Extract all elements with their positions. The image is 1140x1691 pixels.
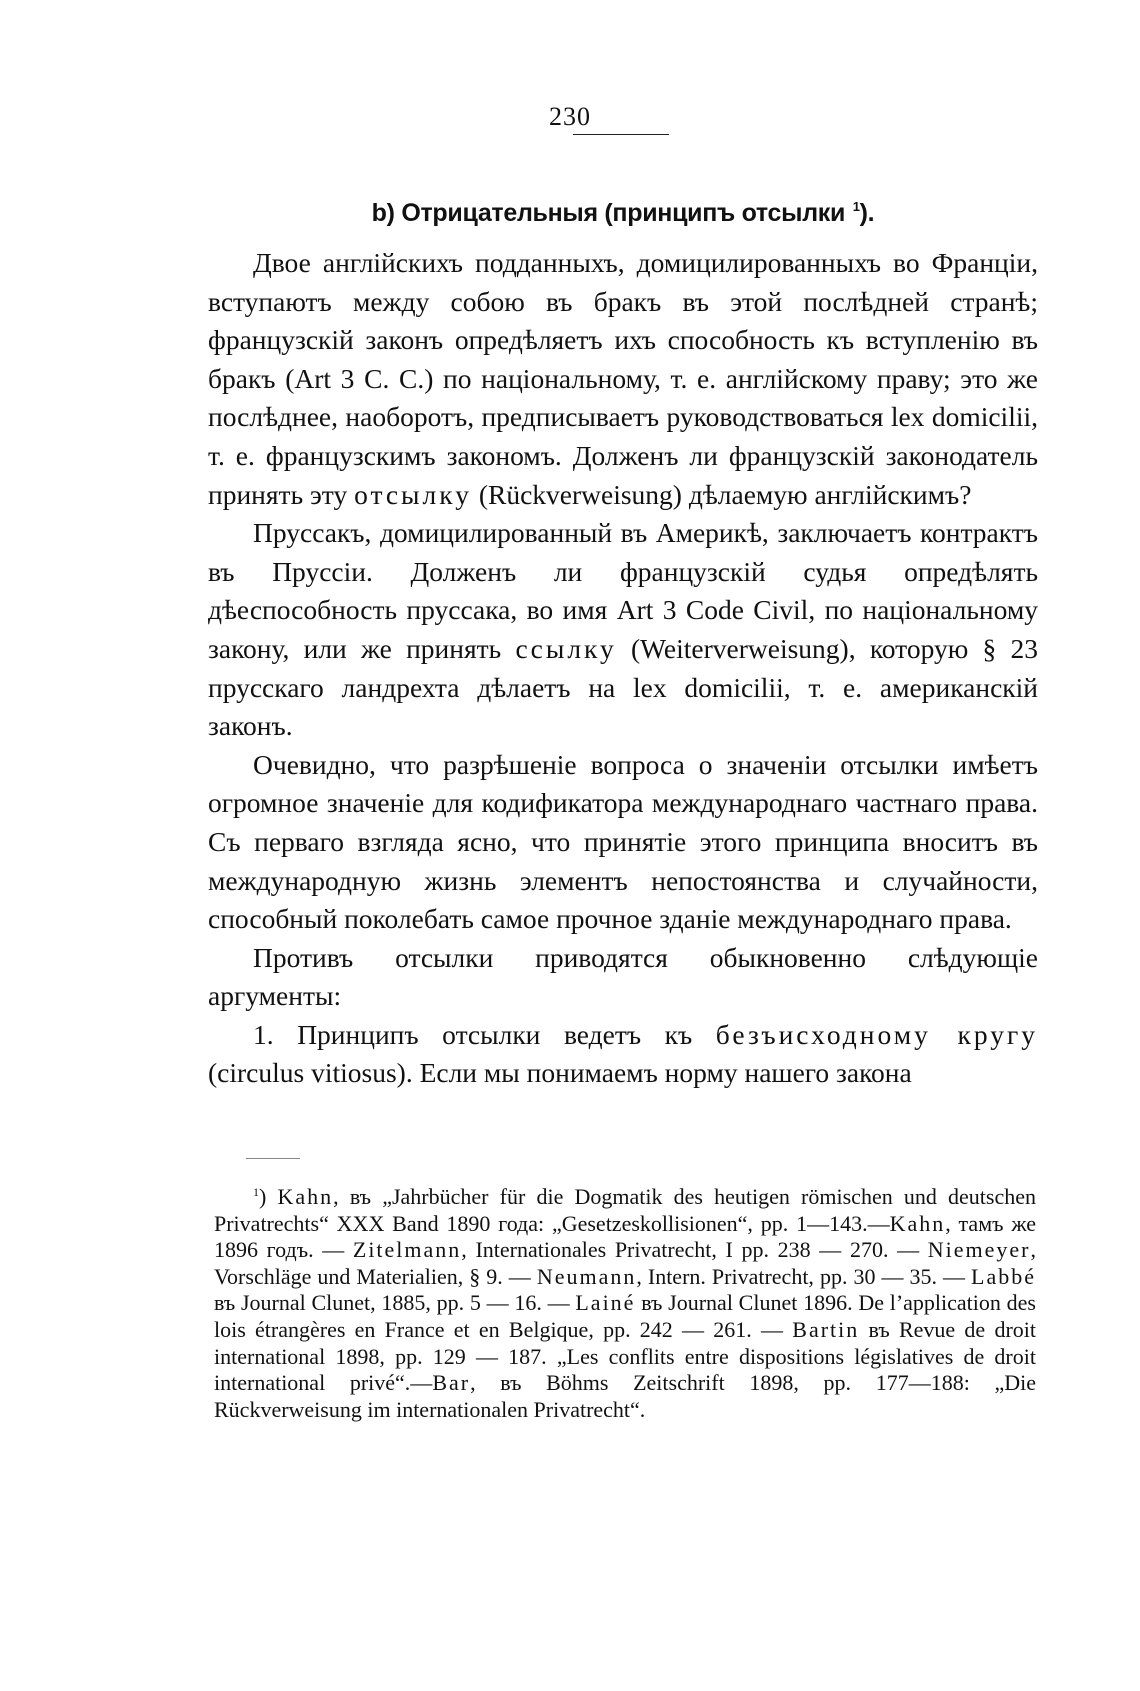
footnote-author-name: Kahn xyxy=(277,1184,334,1209)
paragraph-5 xyxy=(208,1016,1038,1093)
paragraph-2-text: Пруссакъ, домицилированный въ Америкѣ, заключаетъ контрактъ въ Пруссіи. Долженъ ли французскій судья опредѣлять дѣеспособность пруссака, во имя Art 3 Code Civil, по національному закону, или же принять xyxy=(208,517,1038,664)
footnote-text: , въ Böhms Zeitschrift 1898, pp. 177—188: „Die Rückverweisung im internationalen Privatrecht“. xyxy=(214,1370,1036,1422)
footnote-text: въ Revue de droit international 1898, pp. 129 — 187. „Les conflits entre dispositions législatives de droit international privé“.— xyxy=(214,1316,1036,1396)
page-number-underline xyxy=(573,134,669,135)
paragraph-5-text: 1. Принципъ отсылки ведетъ къ xyxy=(253,1018,716,1050)
footnote-author-name: Bartin xyxy=(792,1316,860,1342)
paragraph-2-emphasis: ссылку xyxy=(515,632,617,664)
body-text xyxy=(208,244,1038,1093)
footnote-text: , Intern. Privatrecht, pp. 30 — 35. — xyxy=(636,1263,972,1289)
footnote-author-name: Labbé xyxy=(971,1263,1036,1289)
paragraph-5-emphasis: безъисходному кругу xyxy=(715,1018,1038,1050)
paragraph-1-text: Двое англійскихъ подданныхъ, домицилированныхъ во Франціи, вступаютъ между собою въ бракъ въ этой послѣдней странѣ; французскій законъ опредѣляетъ ихъ способность къ вступленію въ бракъ (Art 3 C. C.) по національному, т. е. англійскому праву; это же послѣднее, наоборотъ, предписываетъ руководствоваться lex domicilii, т. е. французскимъ закономъ. Долженъ ли французскій законодатель принять эту xyxy=(208,247,1038,510)
paragraph-4 xyxy=(208,939,1038,1016)
section-heading-close: ). xyxy=(859,199,875,227)
page-number: 230 xyxy=(549,102,591,131)
paragraph-1-tail: (Rückverweisung) дѣлаемую англійскимъ? xyxy=(471,478,972,510)
footnote-author-name: Neumann xyxy=(536,1263,637,1289)
footnote-text: въ Journal Clunet 1896. De l’application des lois étrangères en France et en Belgique, pp. 242 — 261. — xyxy=(214,1290,1036,1342)
footnote-text: , тамъ же 1896 годъ. — xyxy=(214,1210,1036,1263)
paragraph-2 xyxy=(208,514,1038,746)
footnotes xyxy=(214,1179,1036,1423)
paragraph-2-tail: (Weiterverweisung), которую § 23 прусскаго ландрехта дѣлаетъ на lex domicilii, т. е. американскій законъ. xyxy=(208,632,1038,742)
footnote-separator xyxy=(246,1158,300,1159)
paragraph-1 xyxy=(208,244,1038,514)
footnote-text: , Internationales Privatrecht, I pp. 238 — 270. — xyxy=(461,1237,928,1263)
footnote-author-name: Lainé xyxy=(575,1290,636,1316)
footnote-text: , въ „Jahrbücher für die Dogmatik des heutigen römischen und deutschen Privatrechts“ XXX Band 1890 года: „Gesetzeskollisionen“, pp. 1—143.— xyxy=(214,1184,1037,1236)
footnote-text: ) xyxy=(259,1184,278,1209)
footnote-text: въ Journal Clunet, 1885, pp. 5 — 16. — xyxy=(214,1290,576,1316)
section-heading-text: b) Отрицательныя (принципъ отсылки xyxy=(371,199,852,227)
paragraph-1-emphasis: отсылку xyxy=(354,478,472,510)
paragraph-3 xyxy=(208,746,1038,939)
footnote-mark: 1 xyxy=(253,1185,259,1199)
heading-footnote-mark: 1 xyxy=(852,199,860,214)
paragraph-5-tail: (circulus vitiosus). Если мы понимаемъ норму нашего закона xyxy=(208,1057,912,1089)
footnote-author-name: Niemeyer xyxy=(927,1237,1031,1263)
paragraph-4-text: Противъ отсылки приводятся обыкновенно слѣдующіе аргументы: xyxy=(208,941,1038,1012)
footnote-text: , Vorschläge und Materialien, § 9. — xyxy=(214,1237,1036,1289)
footnote-author-name: Kahn xyxy=(889,1210,946,1236)
footnote-author-name: Bar xyxy=(432,1370,471,1396)
footnote-author-name: Zitelmann xyxy=(352,1237,462,1263)
section-heading xyxy=(208,191,1038,229)
footnote-1 xyxy=(214,1179,1036,1423)
paragraph-3-text: Очевидно, что разрѣшеніе вопроса о значеніи отсылки имѣетъ огромное значеніе для кодификатора международнаго частнаго права. Съ перваго взгляда ясно, что принятіе этого принципа вноситъ въ международную жизнь элементъ непостоянства и случайности, способный поколебать самое прочное зданіе международнаго права. xyxy=(208,748,1038,935)
